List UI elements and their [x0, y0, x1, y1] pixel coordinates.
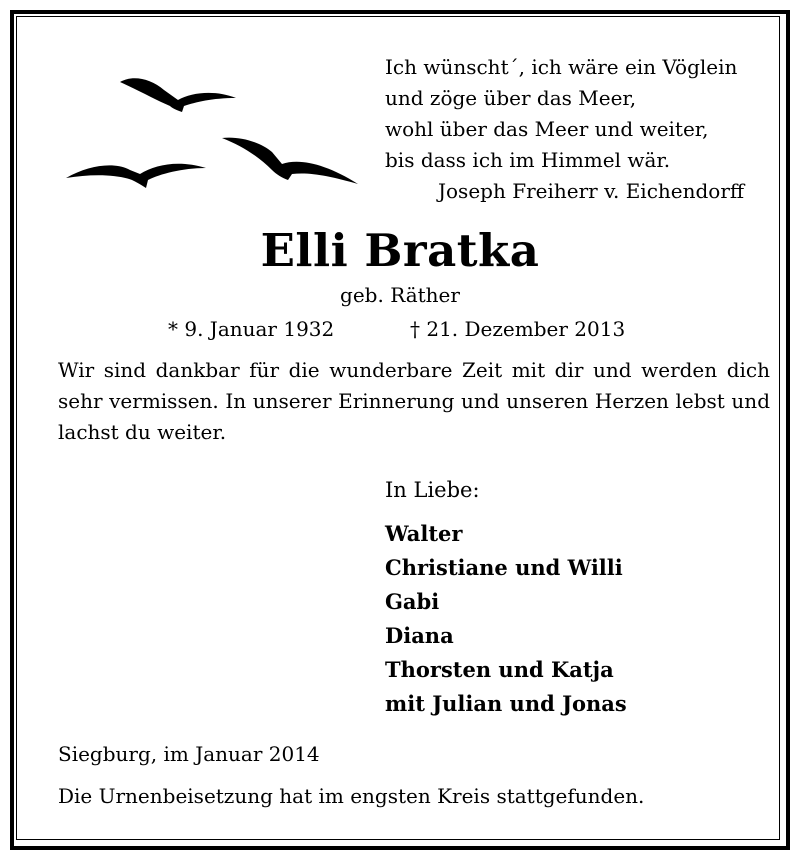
- bird-icon: [222, 138, 358, 184]
- bird-icon: [66, 164, 206, 188]
- birth-date: * 9. Januar 1932: [168, 317, 335, 341]
- mourner-name: Gabi: [385, 589, 440, 614]
- death-date: † 21. Dezember 2013: [410, 317, 626, 341]
- deceased-name: Elli Bratka: [260, 224, 540, 277]
- poem-line: Ich wünscht´, ich wäre ein Vöglein: [385, 55, 738, 79]
- memorial-message: Wir sind dankbar für die wunderbare Zeit mit dir und werden dich sehr vermissen. In unserer Erinnerung und unseren Herzen lebst und lachst du weiter.: [58, 358, 770, 444]
- bird-icon: [120, 78, 236, 112]
- place-date: Siegburg, im Januar 2014: [58, 742, 320, 766]
- poem-line: und zöge über das Meer,: [385, 86, 637, 110]
- poem-line: bis dass ich im Himmel wär.: [385, 148, 671, 172]
- burial-note: Die Urnenbeisetzung hat im engsten Kreis stattgefunden.: [58, 784, 645, 808]
- flying-birds-icon: [60, 70, 370, 200]
- mourner-name: Thorsten und Katja: [385, 657, 614, 682]
- mourner-name: Christiane und Willi: [385, 555, 623, 580]
- mourners-list: [385, 517, 627, 721]
- poem-line: wohl über das Meer und weiter,: [385, 117, 709, 141]
- mourners-intro: In Liebe:: [385, 478, 480, 502]
- maiden-name: geb. Räther: [340, 283, 460, 307]
- mourner-name: Diana: [385, 623, 454, 648]
- poem-author: Joseph Freiherr v. Eichendorff: [438, 179, 745, 203]
- mourner-name: Walter: [385, 521, 463, 546]
- poem: [385, 52, 744, 207]
- mourner-name: mit Julian und Jonas: [385, 691, 627, 716]
